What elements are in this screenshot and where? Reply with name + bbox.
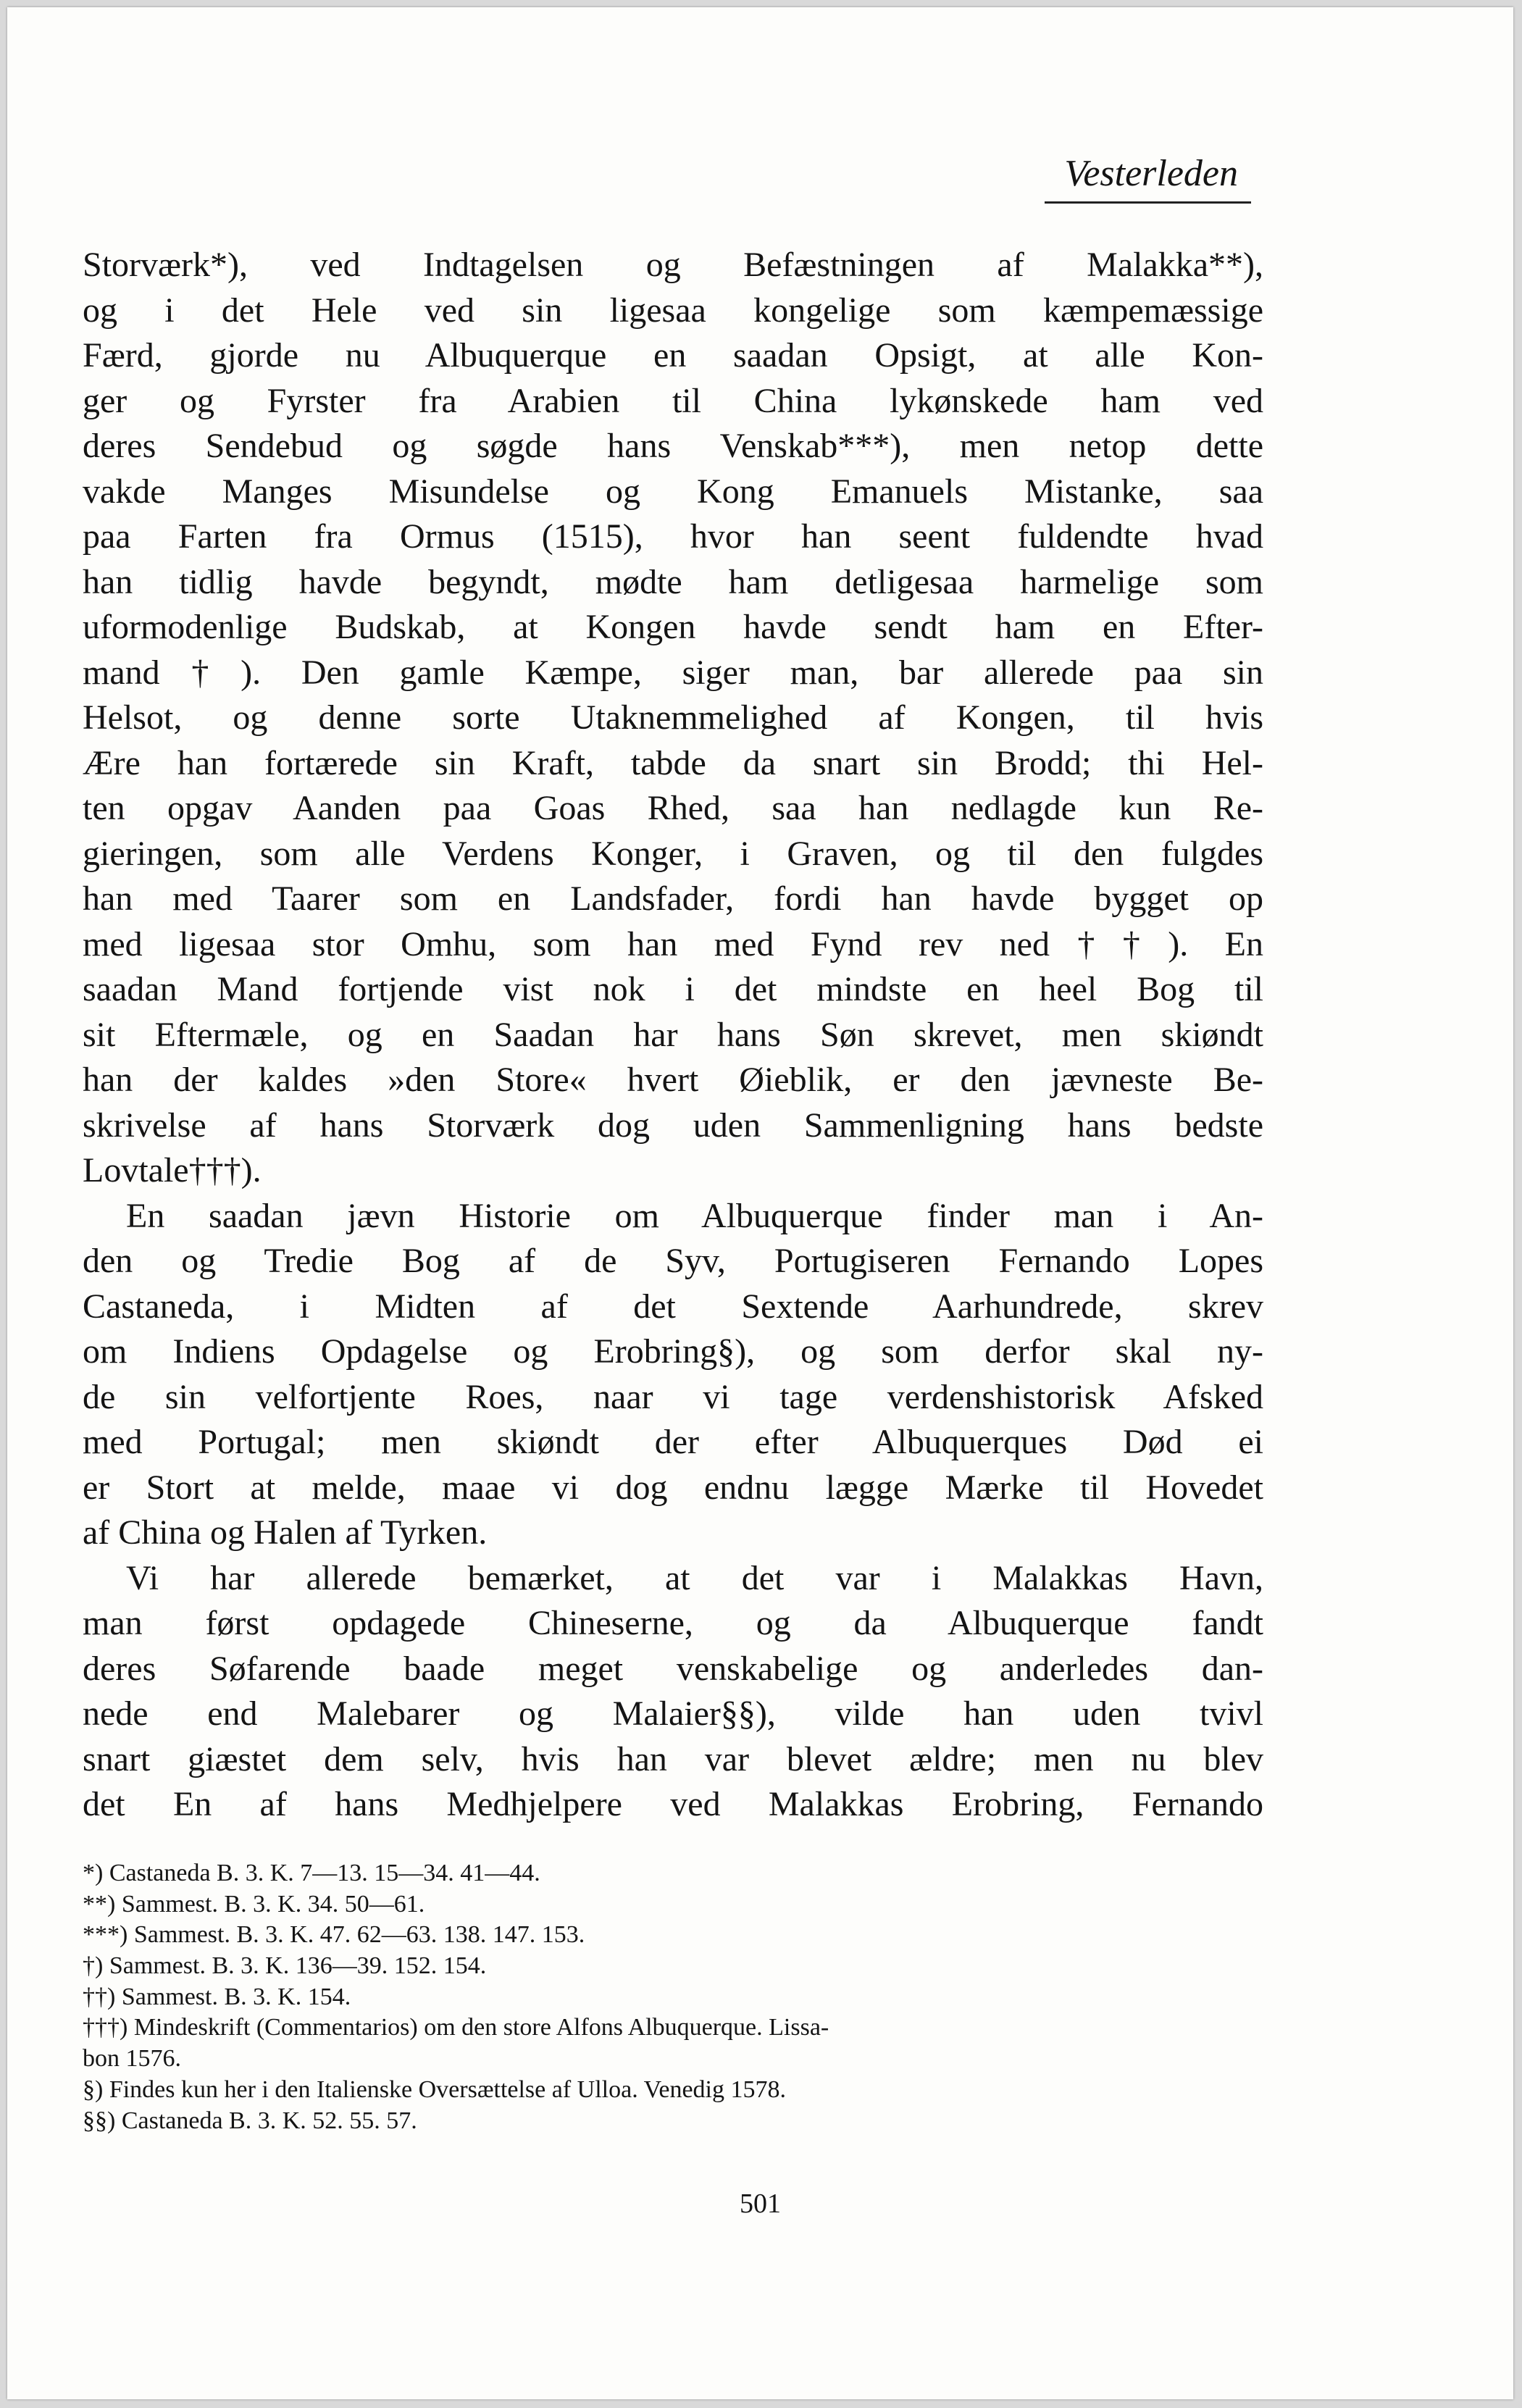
text-line: de sin velfortjente Roes, naar vi tage verdenshistorisk Afsked [83,1377,1263,1416]
text-line: Ære han fortærede sin Kraft, tabde da snart sin Brodd; thi Hel- [83,743,1263,782]
text-line: Helsot, og denne sorte Utaknemmelighed af Kongen, til hvis [83,698,1263,737]
text-line: man først opdagede Chineserne, og da Albuquerque fandt [83,1604,1263,1642]
text-line: om Indiens Opdagelse og Erobring§), og som derfor skal ny- [83,1332,1263,1371]
text-line: han med Taarer som en Landsfader, fordi han havde bygget op [83,879,1263,918]
text-line: mand†). Den gamle Kæmpe, siger man, bar allerede paa sin [83,653,1263,692]
page-number: 501 [740,2188,781,2219]
footnote: †) Sammest. B. 3. K. 136—39. 152. 154. [83,1952,487,1980]
text-line: det En af hans Medhjelpere ved Malakkas Erobring, Fernando [83,1785,1263,1823]
text-line: paa Farten fra Ormus (1515), hvor han seent fuldendte hvad [83,517,1263,556]
footnote: §) Findes kun her i den Italienske Oversættelse af Ulloa. Venedig 1578. [83,2075,786,2103]
text-line: ten opgav Aanden paa Goas Rhed, saa han nedlagde kun Re- [83,789,1263,827]
footnotes [83,1858,1263,2136]
book-page [7,7,1513,2399]
text-line: gieringen, som alle Verdens Konger, i Graven, og til den fulgdes [83,834,1263,873]
text-line: den og Tredie Bog af de Syv, Portugiseren Fernando Lopes [83,1242,1263,1280]
text-line: han der kaldes »den Store« hvert Øieblik, er den jævneste Be- [83,1061,1263,1099]
text-line: Lovtale†††). [83,1151,262,1190]
text-line: Færd, gjorde nu Albuquerque en saadan Opsigt, at alle Kon- [83,336,1263,375]
text-line: deres Søfarende baade meget venskabelige og anderledes dan- [83,1649,1263,1688]
text-line: uformodenlige Budskab, at Kongen havde sendt ham en Efter- [83,608,1263,646]
text-line: med Portugal; men skiøndt der efter Albuquerques Død ei [83,1423,1263,1461]
text-line: han tidlig havde begyndt, mødte ham detligesaa harmelige som [83,562,1263,601]
text-line: ger og Fyrster fra Arabien til China lykønskede ham ved [83,381,1263,420]
text-line: Vi har allerede bemærket, at det var i Malakkas Havn, [126,1558,1263,1597]
text-line: skrivelse af hans Storværk dog uden Sammenligning hans bedste [83,1105,1263,1145]
text-line: deres Sendebud og søgde hans Venskab***), men netop dette [83,427,1263,465]
text-line: saadan Mand fortjende vist nok i det mindste en heel Bog til [83,970,1263,1008]
footnote: †††) Mindeskrift (Commentarios) om den store Alfons Albuquerque. Lissa- [83,2014,829,2041]
text-line: og i det Hele ved sin ligesaa kongelige som kæmpemæssige [83,290,1263,330]
footnote: **) Sammest. B. 3. K. 34. 50—61. [83,1890,425,1918]
text-line: snart giæstet dem selv, hvis han var blevet ældre; men nu blev [83,1739,1263,1778]
text-line: af China og Halen af Tyrken. [83,1513,488,1552]
text-line: Castaneda, i Midten af det Sextende Aarhundrede, skrev [83,1287,1263,1326]
text-line: er Stort at melde, maae vi dog endnu lægge Mærke til Hovedet [83,1468,1263,1507]
body-text [83,243,1263,1828]
text-line: nede end Malebarer og Malaier§§), vilde han uden tvivl [83,1694,1263,1733]
footnote: §§) Castaneda B. 3. K. 52. 55. 57. [83,2107,417,2134]
footnote: ***) Sammest. B. 3. K. 47. 62—63. 138. 147. 153. [83,1921,585,1949]
text-line: vakde Manges Misundelse og Kong Emanuels Mistanke, saa [83,472,1263,511]
text-line: En saadan jævn Historie om Albuquerque finder man i An- [126,1196,1263,1235]
footnote: ††) Sammest. B. 3. K. 154. [83,1983,351,2010]
footnote: *) Castaneda B. 3. K. 7—13. 15—34. 41—44. [83,1860,540,1886]
text-line: Storværk*), ved Indtagelsen og Befæstningen af Malakka**), [83,246,1263,284]
text-line: med ligesaa stor Omhu, som han med Fynd rev ned††). En [83,924,1263,963]
header-rule [1045,201,1251,204]
text-line: sit Eftermæle, og en Saadan har hans Søn skrevet, men skiøndt [83,1015,1263,1054]
footnote: bon 1576. [83,2045,181,2073]
running-header: Vesterleden [1064,153,1238,194]
